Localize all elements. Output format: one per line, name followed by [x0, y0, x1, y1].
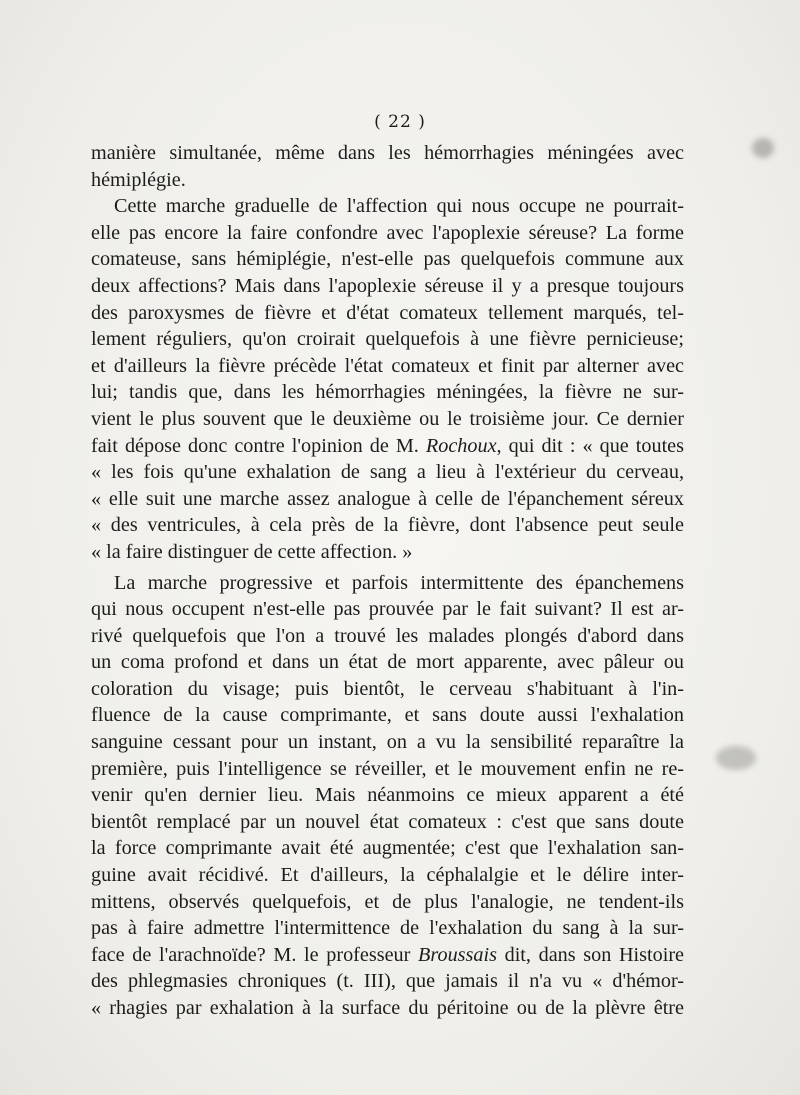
text-line: des phlegmasies chroniques (t. III), que jamais il n'a vu « d'hémor-	[91, 970, 684, 993]
text-line: et d'ailleurs la fièvre précède l'état comateux et finit par alterner avec	[91, 354, 684, 377]
text-line: la force comprimante avait été augmentée; c'est que l'exhalation san-	[91, 837, 684, 860]
text-line: deux affections? Mais dans l'apoplexie séreuse il y a presque toujours	[91, 274, 684, 297]
body-text	[91, 140, 684, 1022]
quote-line: « des ventricules, à cela près de la fièvre, dont l'absence peut seule	[91, 514, 684, 537]
text-line: rivé quelquefois que l'on a trouvé les malades plongés d'abord dans	[91, 624, 684, 647]
author-name: Rochoux	[425, 434, 497, 457]
text-line: vient le plus souvent que le deuxième ou le troisième jour. Ce dernier	[91, 407, 684, 430]
text-line: pas à faire admettre l'intermittence de l'exhalation du sang à la sur-	[91, 917, 684, 940]
text-segment: dit, dans son Histoire	[496, 943, 685, 966]
text-line-with-author	[91, 942, 684, 969]
quote-line: « la faire distinguer de cette affection. »	[91, 540, 413, 563]
text-line: bientôt remplacé par un nouvel état comateux : c'est que sans doute	[91, 810, 684, 833]
quote-line: « elle suit une marche assez analogue à celle de l'épanchement séreux	[91, 487, 684, 510]
text-line: des paroxysmes de fièvre et d'état comateux tellement marqués, tel-	[91, 301, 684, 324]
text-line: qui nous occupent n'est-elle pas prouvée par le fait suivant? Il est ar-	[91, 598, 684, 621]
text-line: première, puis l'intelligence se réveiller, et le mouvement enfin ne re-	[91, 757, 684, 780]
text-line: hémiplégie.	[91, 168, 186, 191]
ink-smudge	[716, 746, 756, 770]
page-number: ( 22 )	[374, 112, 426, 132]
text-line: fluence de la cause comprimante, et sans doute aussi l'exhalation	[91, 704, 684, 727]
text-segment: , qui dit : « que toutes	[496, 434, 685, 457]
author-name: Broussais	[418, 943, 497, 966]
ink-smudge	[752, 138, 774, 158]
text-line: venir qu'en dernier lieu. Mais néanmoins ce mieux apparent a été	[91, 784, 684, 807]
text-line: lement réguliers, qu'on croirait quelquefois à une fièvre pernicieuse;	[91, 328, 684, 351]
text-line: manière simultanée, même dans les hémorrhagies méningées avec	[91, 142, 684, 164]
text-segment: face de l'arachnoïde? M. le professeur	[91, 943, 411, 966]
quote-line: « rhagies par exhalation à la surface du péritoine ou de la plèvre être	[91, 997, 684, 1019]
text-line-with-author	[91, 433, 684, 460]
text-segment: fait dépose donc contre l'opinion de M.	[91, 434, 419, 457]
text-line: guine avait récidivé. Et d'ailleurs, la céphalalgie et le délire inter-	[91, 864, 684, 887]
quote-line: « les fois qu'une exhalation de sang a lieu à l'extérieur du cerveau,	[91, 461, 684, 484]
text-line: elle pas encore la faire confondre avec l'apoplexie séreuse? La forme	[91, 221, 684, 244]
text-line: mittens, observés quelquefois, et de plus l'analogie, ne tendent-ils	[91, 890, 684, 913]
text-line: lui; tandis que, dans les hémorrhagies méningées, la fièvre ne sur-	[91, 381, 684, 404]
text-line: Cette marche graduelle de l'affection qui nous occupe ne pourrait-	[114, 195, 684, 218]
text-line: coloration du visage; puis bientôt, le cerveau s'habituant à l'in-	[91, 677, 684, 700]
text-line: comateuse, sans hémiplégie, n'est-elle pas quelquefois commune aux	[91, 248, 684, 271]
text-line: sanguine cessant pour un instant, on a vu la sensibilité reparaître la	[91, 731, 684, 754]
text-line: La marche progressive et parfois intermittente des épanchemens	[114, 571, 684, 594]
text-line: un coma profond et dans un état de mort apparente, avec pâleur ou	[91, 651, 684, 674]
